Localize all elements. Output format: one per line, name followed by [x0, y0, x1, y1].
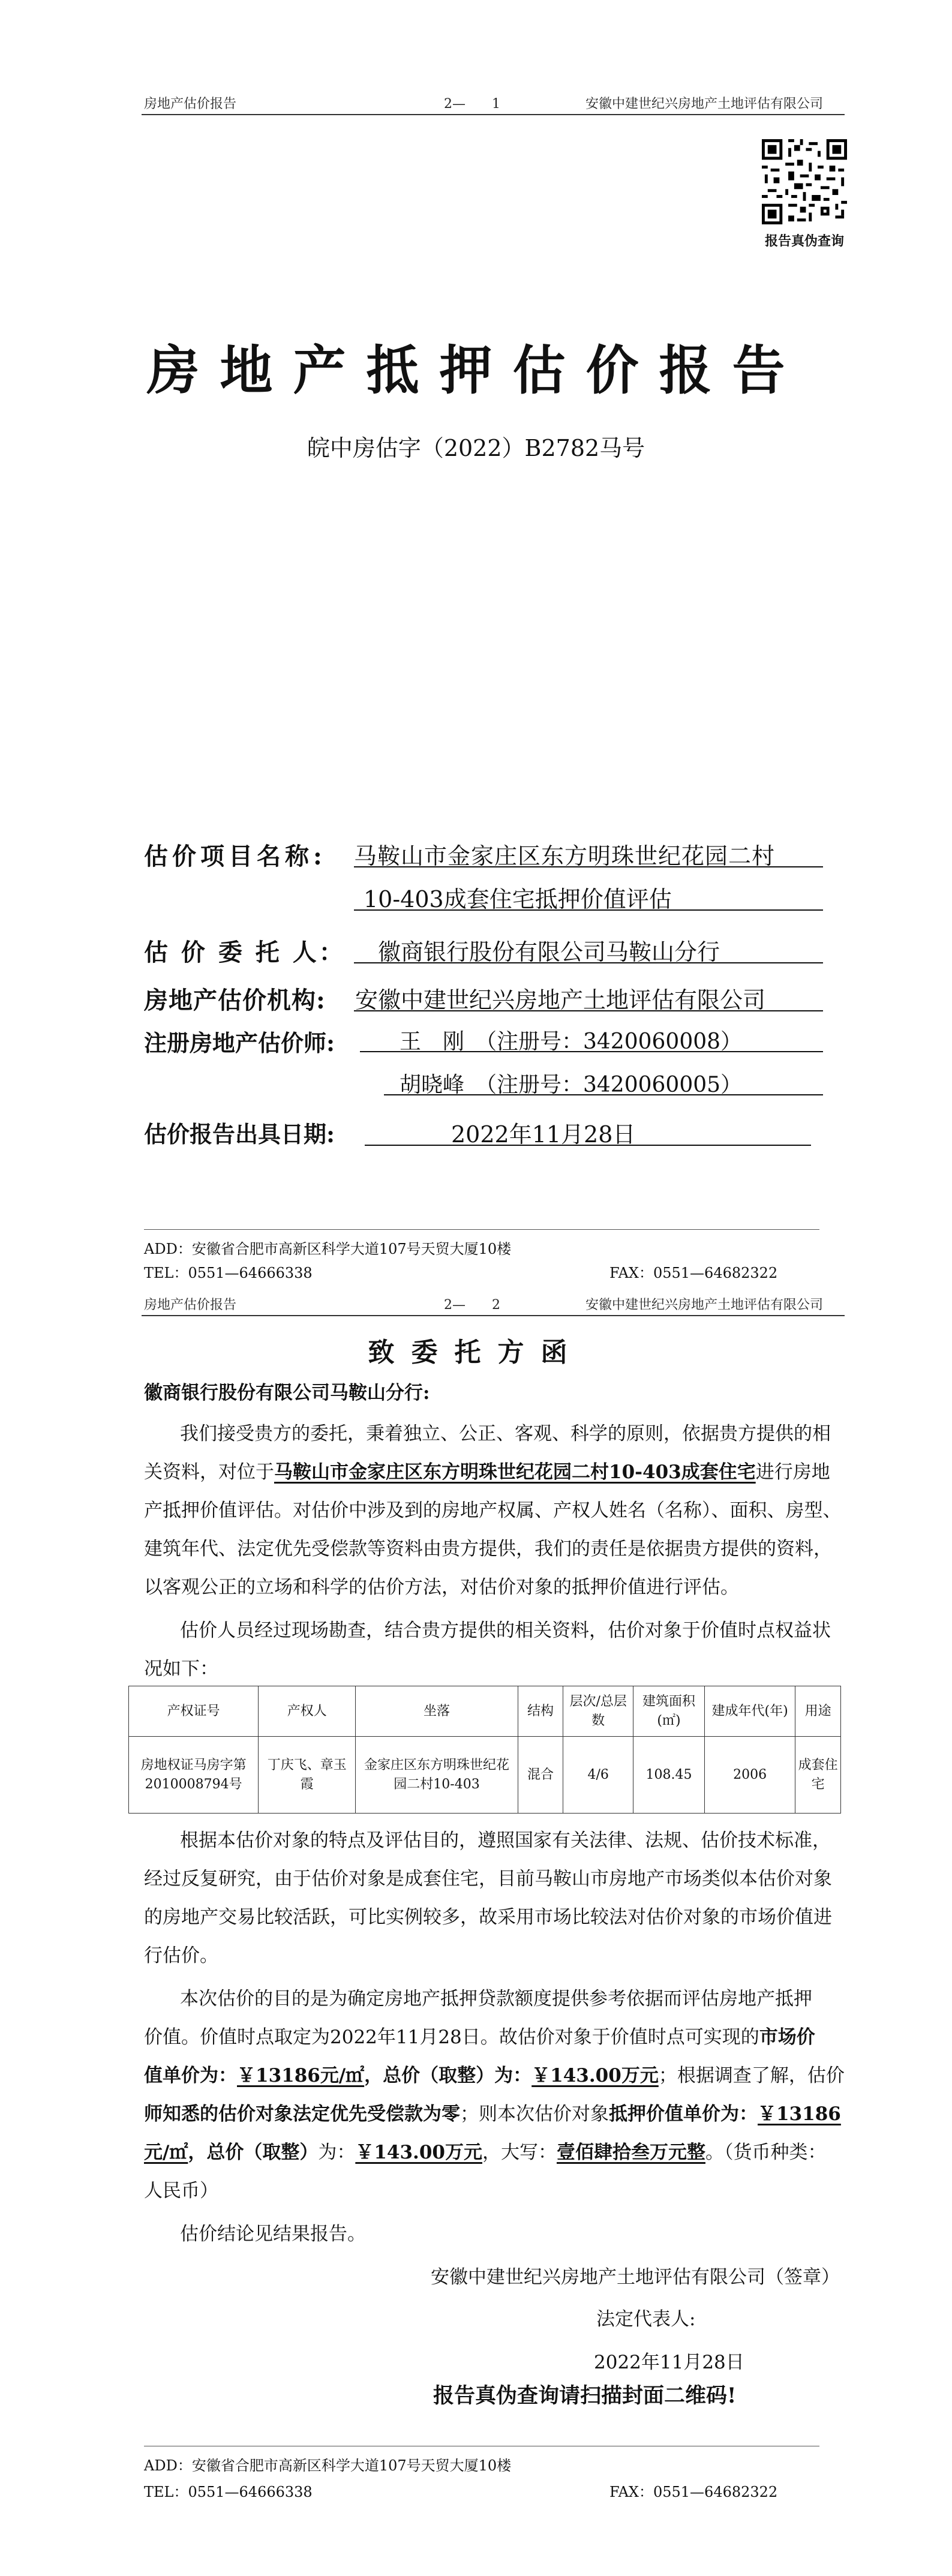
- header-left: 房地产估价报告: [144, 97, 237, 112]
- text: 师知悉的估价对象法定优先受偿款为零: [144, 2103, 460, 2125]
- table-cell: 4/6: [563, 1737, 633, 1814]
- paragraph-3-line-1: 根据本估价对象的特点及评估目的，遵照国家有关法律、法规、估价技术标准，: [180, 1830, 831, 1851]
- paragraph-4-line-1: 本次估价的目的是为确定房地产抵押贷款额度提供参考依据而评估房地产抵押: [180, 1988, 812, 2010]
- client-underline: [354, 962, 823, 963]
- footer-fax: FAX：0551—64682322: [609, 2484, 778, 2500]
- footer-tel: TEL：0551—64666338: [144, 2484, 313, 2500]
- text: 。（货币种类：: [705, 2142, 827, 2163]
- header-page-number: 2— 2: [444, 1298, 500, 1313]
- date-value: 2022年11月28日: [451, 1121, 636, 1148]
- table-cell: 丁庆飞、章玉霞: [259, 1737, 356, 1814]
- signature-date: 2022年11月28日: [594, 2352, 744, 2373]
- report-title: 房地产抵押估价报告: [146, 339, 806, 401]
- text: 关资料，对位于: [144, 1461, 274, 1483]
- header-rule: [142, 1315, 845, 1316]
- header-right: 安徽中建世纪兴房地产土地评估有限公司: [585, 1298, 824, 1313]
- text: ，大写：: [482, 2142, 557, 2163]
- table-cell: 成套住宅: [795, 1737, 841, 1814]
- paragraph-4-line-3: [144, 2056, 845, 2095]
- table-header-row: [129, 1686, 841, 1737]
- text: 进行房地: [755, 1461, 830, 1483]
- text: ，总价（取整）: [188, 2142, 319, 2163]
- header-right: 安徽中建世纪兴房地产土地评估有限公司: [585, 97, 824, 112]
- paragraph-4-line-5: [144, 2133, 826, 2172]
- table-cell: 房地权证马房字第2010008794号: [129, 1737, 259, 1814]
- paragraph-4-line-4: [144, 2095, 841, 2133]
- paragraph-4-line-6: 人民币）: [144, 2180, 218, 2202]
- addressee: 徽商银行股份有限公司马鞍山分行:: [144, 1382, 430, 1404]
- client-value: 徽商银行股份有限公司马鞍山分行: [378, 939, 720, 965]
- table-header: 建筑面积(㎡): [633, 1686, 705, 1737]
- text: ，总价（取整）为：: [364, 2065, 532, 2086]
- signature-company: 安徽中建世纪兴房地产土地评估有限公司（签章）: [431, 2266, 840, 2288]
- text: 市场价: [759, 2026, 815, 2048]
- table-cell: 混合: [518, 1737, 563, 1814]
- text: 元/㎡: [144, 2142, 188, 2163]
- amount-in-words: 壹佰肆拾叁万元整: [556, 2142, 705, 2163]
- table-header: 结构: [518, 1686, 563, 1737]
- paragraph-1-line-4: 建筑年代、法定优先受偿款等资料由贵方提供，我们的责任是依据贵方提供的资料，: [144, 1538, 832, 1560]
- mortgage-total-price: ￥143.00万元: [355, 2142, 482, 2163]
- client-label: 估 价 委 托 人：: [144, 938, 346, 966]
- text: 值单价为：: [144, 2065, 237, 2086]
- paragraph-3-line-4: 行估价。: [144, 1945, 218, 1966]
- appraiser-label: 注册房地产估价师:: [144, 1029, 335, 1056]
- paragraph-3-line-3: 的房地产交易比较活跃，可比实例较多，故采用市场比较法对估价对象的市场价值进: [144, 1907, 832, 1928]
- table-header: 产权证号: [129, 1686, 259, 1737]
- text: ；根据调查了解，估价: [658, 2065, 845, 2086]
- footer-address: ADD：安徽省合肥市高新区科学大道107号天贸大厦10楼: [144, 2457, 512, 2474]
- project-underline-1: [354, 866, 823, 867]
- project-underline-2: [354, 909, 823, 911]
- property-location: 马鞍山市金家庄区东方明珠世纪花园二村10-403成套住宅: [274, 1461, 756, 1483]
- table-header: 建成年代(年): [704, 1686, 795, 1737]
- mortgage-unit-price: ￥13186: [758, 2103, 841, 2125]
- appraiser-underline-1: [360, 1051, 823, 1052]
- appraiser-underline-2: [384, 1094, 823, 1095]
- table-header: 用途: [795, 1686, 841, 1737]
- paragraph-1-line-2: [144, 1453, 830, 1491]
- appraiser-2: 胡晓峰 （注册号：3420060005）: [400, 1073, 743, 1097]
- agency-underline: [354, 1010, 823, 1011]
- qr-code-icon: [762, 139, 847, 224]
- table-header: 坐落: [356, 1686, 518, 1737]
- table-cell: 108.45: [633, 1737, 705, 1814]
- table-cell: 金家庄区东方明珠世纪花园二村10-403: [356, 1737, 518, 1814]
- paragraph-1-line-5: 以客观公正的立场和科学的估价方法，对估价对象的抵押价值进行评估。: [144, 1577, 739, 1598]
- text: ；则本次估价对象: [460, 2103, 609, 2125]
- property-table: [128, 1686, 841, 1814]
- appraiser-1: 王 刚 （注册号：3420060008）: [400, 1029, 743, 1054]
- project-label: 估价项目名称:: [144, 842, 326, 870]
- market-unit-price: ￥13186元/㎡: [237, 2065, 365, 2086]
- date-underline: [365, 1145, 811, 1146]
- signature-representative: 法定代表人:: [596, 2308, 696, 2330]
- paragraph-2-line-2: 况如下：: [144, 1658, 218, 1680]
- report-number: 皖中房估字（2022）B2782马号: [307, 435, 645, 461]
- paragraph-5: 估价结论见结果报告。: [180, 2223, 366, 2245]
- paragraph-2-line-1: 估价人员经过现场勘查，结合贵方提供的相关资料，估价对象于价值时点权益状: [180, 1620, 831, 1641]
- paragraph-1-line-3: 产抵押价值评估。对估价中涉及到的房地产权属、产权人姓名（名称）、面积、房型、: [144, 1500, 842, 1521]
- table-row: [129, 1737, 841, 1814]
- header-left: 房地产估价报告: [144, 1298, 237, 1313]
- footer-address: ADD：安徽省合肥市高新区科学大道107号天贸大厦10楼: [144, 1241, 512, 1257]
- table-header: 产权人: [259, 1686, 356, 1737]
- project-value-line2: 10-403成套住宅抵押价值评估: [364, 886, 672, 912]
- text: 为：: [318, 2142, 356, 2163]
- footer-fax: FAX：0551—64682322: [609, 1265, 778, 1281]
- paragraph-3-line-2: 经过反复研究，由于估价对象是成套住宅，目前马鞍山市房地产市场类似本估价对象: [144, 1868, 832, 1890]
- letter-title: 致委托方函: [368, 1337, 584, 1368]
- footer-rule: [144, 1229, 819, 1230]
- header-rule: [142, 114, 845, 115]
- verification-note: 报告真伪查询请扫描封面二维码!: [433, 2383, 737, 2408]
- date-label: 估价报告出具日期:: [144, 1121, 335, 1148]
- footer-tel: TEL：0551—64666338: [144, 1265, 313, 1281]
- header-page-number: 2— 1: [444, 97, 500, 112]
- text: 价值。价值时点取定为2022年11月28日。故估价对象于价值时点可实现的: [144, 2026, 759, 2048]
- paragraph-4-line-2: [144, 2018, 815, 2056]
- text: 抵押价值单价为：: [609, 2103, 758, 2125]
- table-cell: 2006: [704, 1737, 795, 1814]
- table-header: 层次/总层数: [563, 1686, 633, 1737]
- project-value-line1: 马鞍山市金家庄区东方明珠世纪花园二村: [354, 843, 776, 869]
- agency-label: 房地产估价机构:: [144, 986, 326, 1014]
- qr-caption: 报告真伪查询: [764, 233, 844, 249]
- agency-value: 安徽中建世纪兴房地产土地评估有限公司: [355, 987, 766, 1013]
- paragraph-1-line-1: 我们接受贵方的委托，秉着独立、公正、客观、科学的原则，依据贵方提供的相: [180, 1423, 831, 1445]
- market-total-price: ￥143.00万元: [531, 2065, 659, 2086]
